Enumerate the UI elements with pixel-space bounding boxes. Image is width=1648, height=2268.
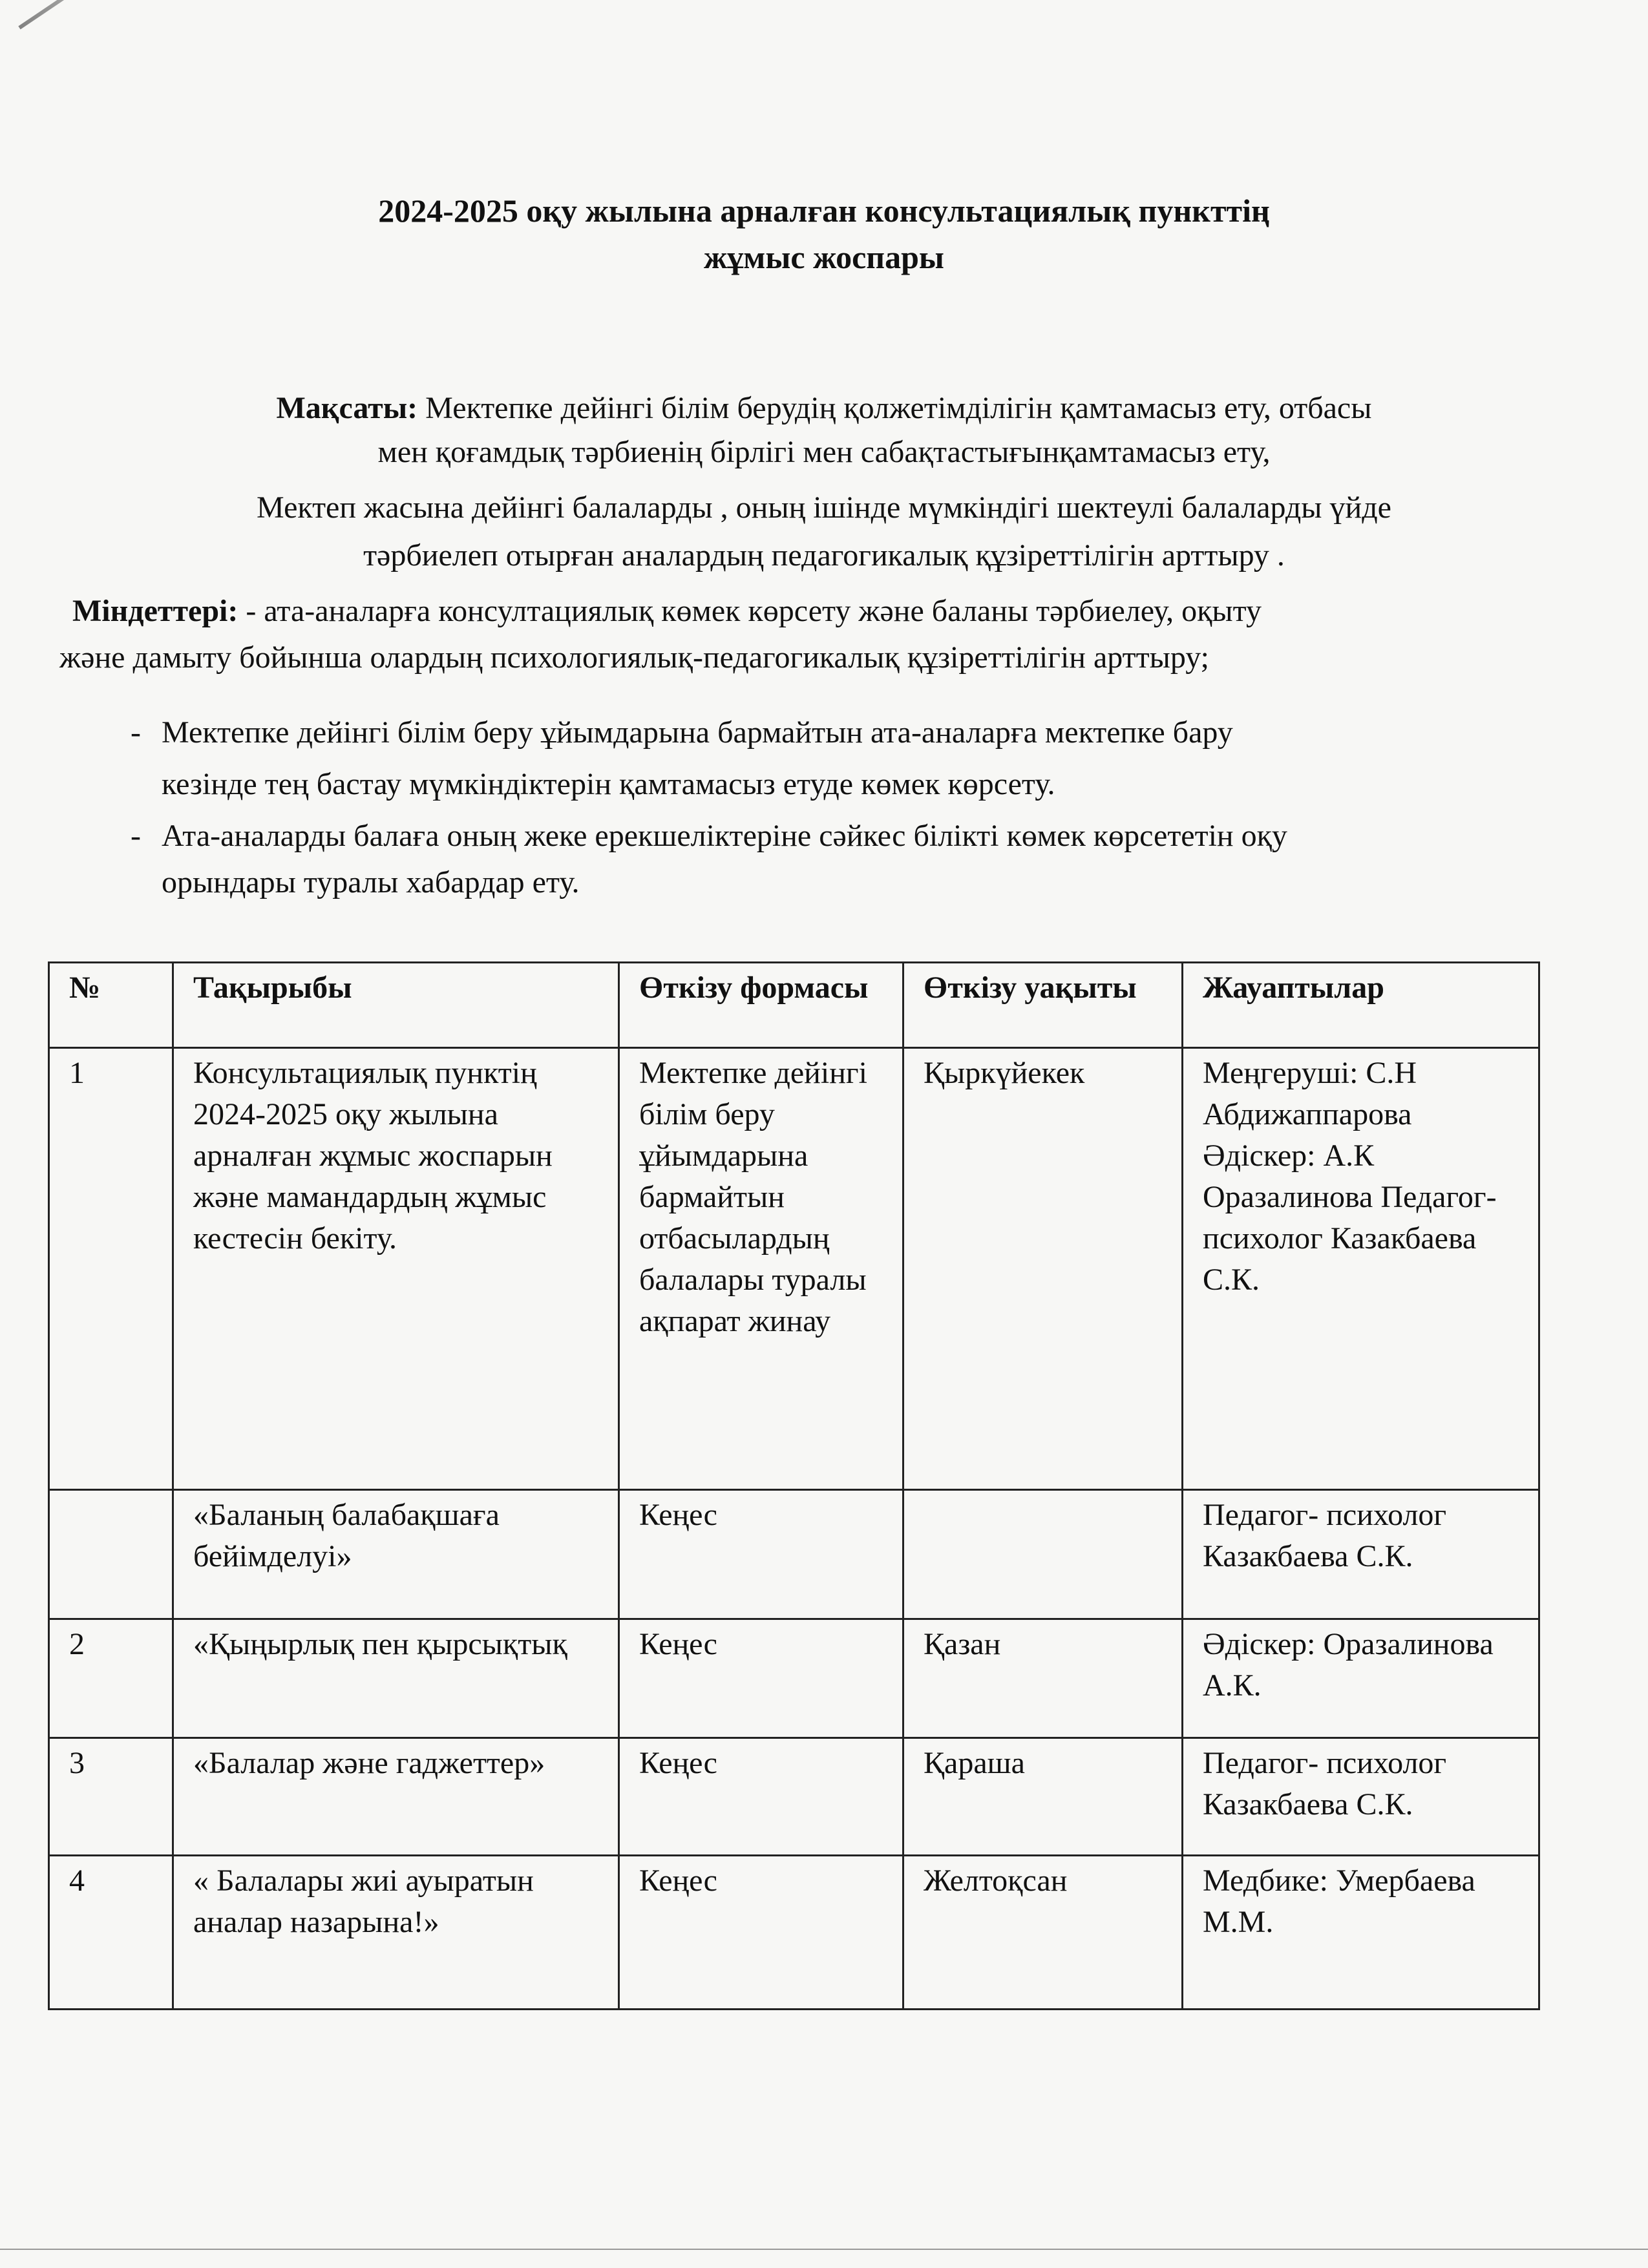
tasks-line2: және дамыту бойынша олардың психологиялық-педагогикалық құзіреттілігін арттыру; bbox=[59, 640, 1209, 675]
table-row bbox=[49, 1619, 1539, 1738]
cell-num: 2 bbox=[49, 1619, 173, 1738]
cell-num: 1 bbox=[49, 1048, 173, 1490]
goal-line1 bbox=[0, 388, 1648, 429]
bullet1-marker: - bbox=[131, 715, 141, 750]
goal-label: Мақсаты: bbox=[276, 391, 418, 425]
cell-num: 3 bbox=[49, 1738, 173, 1856]
tasks-label: Міндеттері: bbox=[72, 594, 238, 628]
bullet2-marker: - bbox=[131, 819, 141, 853]
cell-form: Кеңес bbox=[619, 1856, 903, 2010]
cell-topic: «Балалар және гаджеттер» bbox=[173, 1738, 619, 1856]
cell-form: Кеңес bbox=[619, 1619, 903, 1738]
tasks-text: - ата-аналарға консултациялық көмек көрсету және баланы тәрбиелеу, оқыту bbox=[238, 594, 1262, 628]
cell-responsible: Педагог- психолог Казакбаева С.К. bbox=[1183, 1738, 1539, 1856]
cell-form: Мектепке дейінгі білім беру ұйымдарына бармайтын отбасылардың балалары туралы ақпарат жинау bbox=[619, 1048, 903, 1490]
header-form: Өткізу формасы bbox=[619, 963, 903, 1048]
cell-topic: Консультациялық пунктің 2024-2025 оқу жылына арналған жұмыс жоспарын және мамандардың жұмыс кестесін бекіту. bbox=[173, 1048, 619, 1490]
goal-line3: Мектеп жасына дейінгі балаларды , оның ішінде мүмкіндігі шектеулі балаларды үйде bbox=[257, 490, 1391, 525]
cell-time: Қараша bbox=[903, 1738, 1183, 1856]
cell-topic: « Балалары жиі ауыратын аналар назарына!» bbox=[173, 1856, 619, 2010]
cell-time: Қазан bbox=[903, 1619, 1183, 1738]
bullet1-line2: кезінде тең бастау мүмкіндіктерін қамтамасыз етуде көмек көрсету. bbox=[162, 767, 1055, 801]
header-time: Өткізу уақыты bbox=[903, 963, 1183, 1048]
header-topic: Тақырыбы bbox=[173, 963, 619, 1048]
bullet1-line1: Мектепке дейінгі білім беру ұйымдарына бармайтын ата-аналарға мектепке бару bbox=[162, 715, 1233, 750]
bullet2-line2: орындары туралы хабардар ету. bbox=[162, 865, 580, 899]
cell-topic: «Баланың балабақшаға бейімделуі» bbox=[173, 1490, 619, 1619]
cell-form: Кеңес bbox=[619, 1738, 903, 1856]
cell-responsible: Әдіскер: Оразалинова А.К. bbox=[1183, 1619, 1539, 1738]
cell-responsible: Медбике: Умербаева М.М. bbox=[1183, 1856, 1539, 2010]
pen-mark-icon bbox=[18, 0, 111, 29]
header-responsible: Жауаптылар bbox=[1183, 963, 1539, 1048]
table-row bbox=[49, 1048, 1539, 1490]
table-row bbox=[49, 1490, 1539, 1619]
cell-num bbox=[49, 1490, 173, 1619]
cell-responsible: Меңгеруші: С.Н Абдижаппарова Әдіскер: А.К Оразалинова Педагог- психолог Казакбаева С.К. bbox=[1183, 1048, 1539, 1490]
document-title-line1: 2024-2025 оқу жылына арналған консультациялық пункттің bbox=[378, 193, 1270, 229]
work-plan-table bbox=[48, 961, 1540, 2010]
table-row bbox=[49, 1738, 1539, 1856]
tasks-line1 bbox=[72, 591, 1262, 632]
goal-text: Мектепке дейінгі білім берудің қолжетімділігін қамтамасыз ету, отбасы bbox=[417, 391, 1372, 425]
goal-line4: тәрбиелеп отырған аналардың педагогикалық құзіреттілігін арттыру . bbox=[363, 538, 1285, 572]
cell-time bbox=[903, 1490, 1183, 1619]
cell-time: Желтоқсан bbox=[903, 1856, 1183, 2010]
bullet2-line1: Ата-аналарды балаға оның жеке ерекшеліктеріне сәйкес білікті көмек көрсететін оқу bbox=[162, 819, 1287, 853]
cell-time: Қыркүйекек bbox=[903, 1048, 1183, 1490]
header-num: № bbox=[49, 963, 173, 1048]
goal-line2: мен қоғамдық тәрбиенің бірлігі мен сабақтастығынқамтамасыз ету, bbox=[377, 435, 1271, 469]
cell-num: 4 bbox=[49, 1856, 173, 2010]
cell-topic: «Қыңырлық пен қырсықтық bbox=[173, 1619, 619, 1738]
table-row bbox=[49, 1856, 1539, 2010]
cell-responsible: Педагог- психолог Казакбаева С.К. bbox=[1183, 1490, 1539, 1619]
cell-form: Кеңес bbox=[619, 1490, 903, 1619]
scan-edge-divider bbox=[0, 2249, 1648, 2250]
document-title-line2: жұмыс жоспары bbox=[704, 239, 944, 275]
table-header-row bbox=[49, 963, 1539, 1048]
